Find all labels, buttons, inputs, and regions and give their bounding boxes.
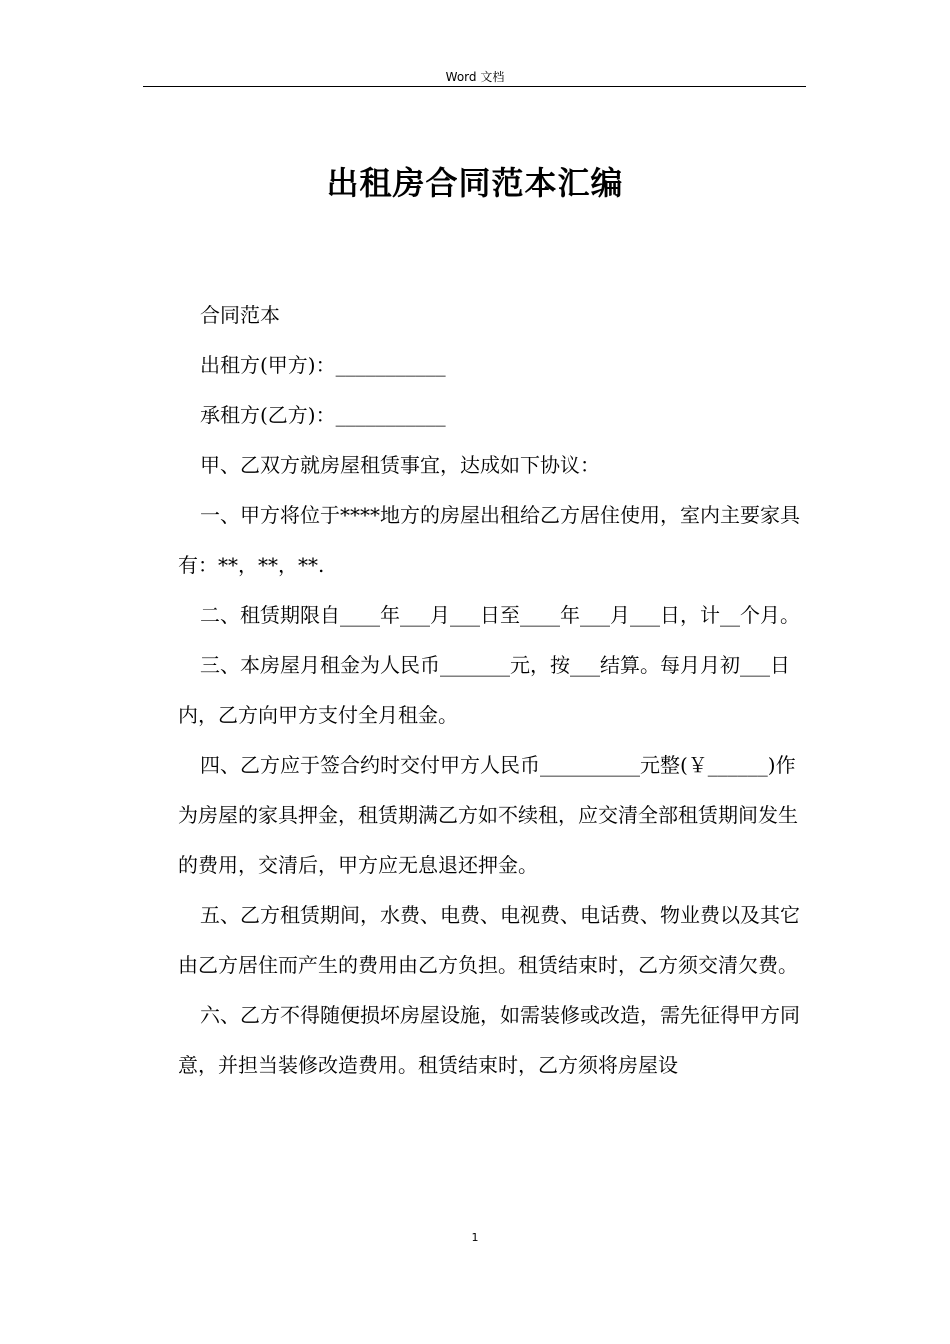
paragraph-clause-4: 四、乙方应于签合约时交付甲方人民币__________元整(￥______)作为房屋的家具押金，租赁期满乙方如不续租，应交清全部租赁期间发生的费用，交清后，甲方应无息退还押金。	[178, 753, 798, 877]
paragraph-agreement-intro: 甲、乙双方就房屋租赁事宜，达成如下协议：	[200, 453, 600, 477]
paragraph-clause-3: 三、本房屋月租金为人民币_______元，按___结算。每月月初___日内，乙方向甲方支付全月租金。	[178, 653, 790, 727]
paragraph-lessee: 承租方(乙方)：___________	[200, 403, 446, 427]
header-label: Word 文档	[445, 70, 505, 84]
document-title: 出租房合同范本汇编	[326, 164, 624, 202]
page-number: 1	[471, 1231, 479, 1244]
paragraph-clause-2: 二、租赁期限自____年___月___日至____年___月___日，计__个月。	[200, 603, 800, 627]
paragraph-lessor: 出租方(甲方)：___________	[200, 353, 446, 377]
paragraph-clause-6: 六、乙方不得随便损坏房屋设施，如需装修或改造，需先征得甲方同意，并担当装修改造费用。租赁结束时，乙方须将房屋设	[178, 1003, 800, 1077]
paragraph-heading: 合同范本	[200, 303, 280, 327]
header-rule	[143, 86, 806, 87]
paragraph-clause-5: 五、乙方租赁期间，水费、电费、电视费、电话费、物业费以及其它由乙方居住而产生的费用由乙方负担。租赁结束时，乙方须交清欠费。	[178, 903, 800, 977]
paragraph-clause-1: 一、甲方将位于****地方的房屋出租给乙方居住使用，室内主要家具有：**，**，**.	[178, 503, 800, 577]
document-body	[178, 290, 804, 1090]
